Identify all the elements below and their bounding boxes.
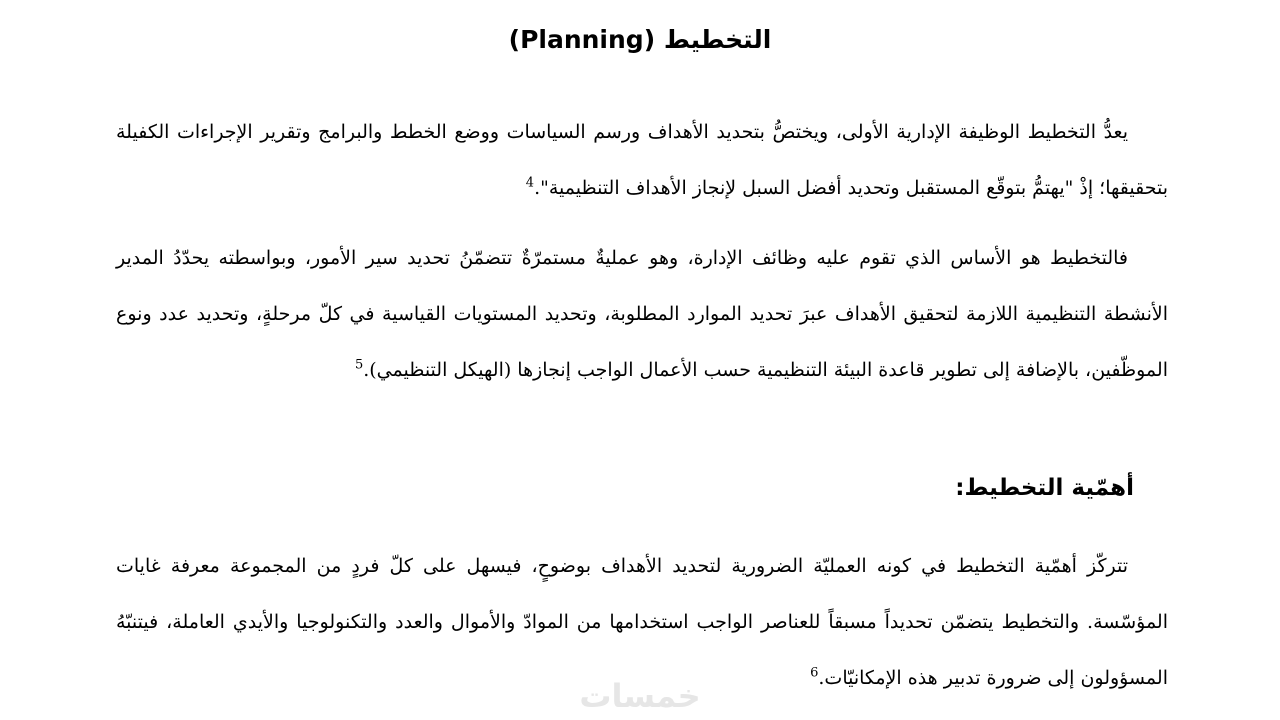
paragraph-text: فالتخطيط هو الأساس الذي تقوم عليه وظائف الإدارة، وهو عمليةٌ مستمرّةٌ تتضمّنُ تحديد سير الأمور، وبواسطته يحدّدُ المدير الأنشطة التنظيمية اللازمة لتحقيق الأهداف عبرَ تحديد الموارد المطلوبة، وتحديد المستويات القياسية في كلّ مرحلةٍ، وتحديد عدد ونوع الموظّفين، بالإضافة إلى تطوير قاعدة البيئة التنظيمية حسب الأعمال الواجب إنجازها (الهيكل التنظيمي). (116, 247, 1168, 381)
section-heading: أهمّية التخطيط: (955, 475, 1134, 501)
page-title: التخطيط (Planning) (508, 25, 772, 54)
paragraph-foundation (116, 230, 1168, 398)
watermark-logo: خمسات (579, 677, 701, 715)
footnote-marker[interactable]: 5 (354, 357, 364, 373)
paragraph-definition (116, 104, 1168, 216)
footnote-marker[interactable]: 4 (525, 175, 535, 191)
paragraph-text: تتركّز أهمّية التخطيط في كونه العمليّة الضرورية لتحديد الأهداف بوضوحٍ، فيسهل على كلّ فردٍ من المجموعة معرفة غايات المؤسّسة. والتخطيط يتضمّن تحديداً مسبقاً للعناصر الواجب استخدامها من الموادّ والأموال والعدد والتكنولوجيا والأيدي العاملة، فيتنبّهُ المسؤولون إلى ضرورة تدبير هذه الإمكانيّات. (116, 555, 1168, 689)
paragraph-text: يعدُّ التخطيط الوظيفة الإدارية الأولى، ويختصُّ بتحديد الأهداف ورسم السياسات ووضع الخطط والبرامج وتقرير الإجراءات الكفيلة بتحقيقها؛ إذْ "يهتمُّ بتوقّع المستقبل وتحديد أفضل السبل لإنجاز الأهداف التنظيمية". (116, 121, 1168, 199)
footnote-marker[interactable]: 6 (810, 665, 819, 681)
